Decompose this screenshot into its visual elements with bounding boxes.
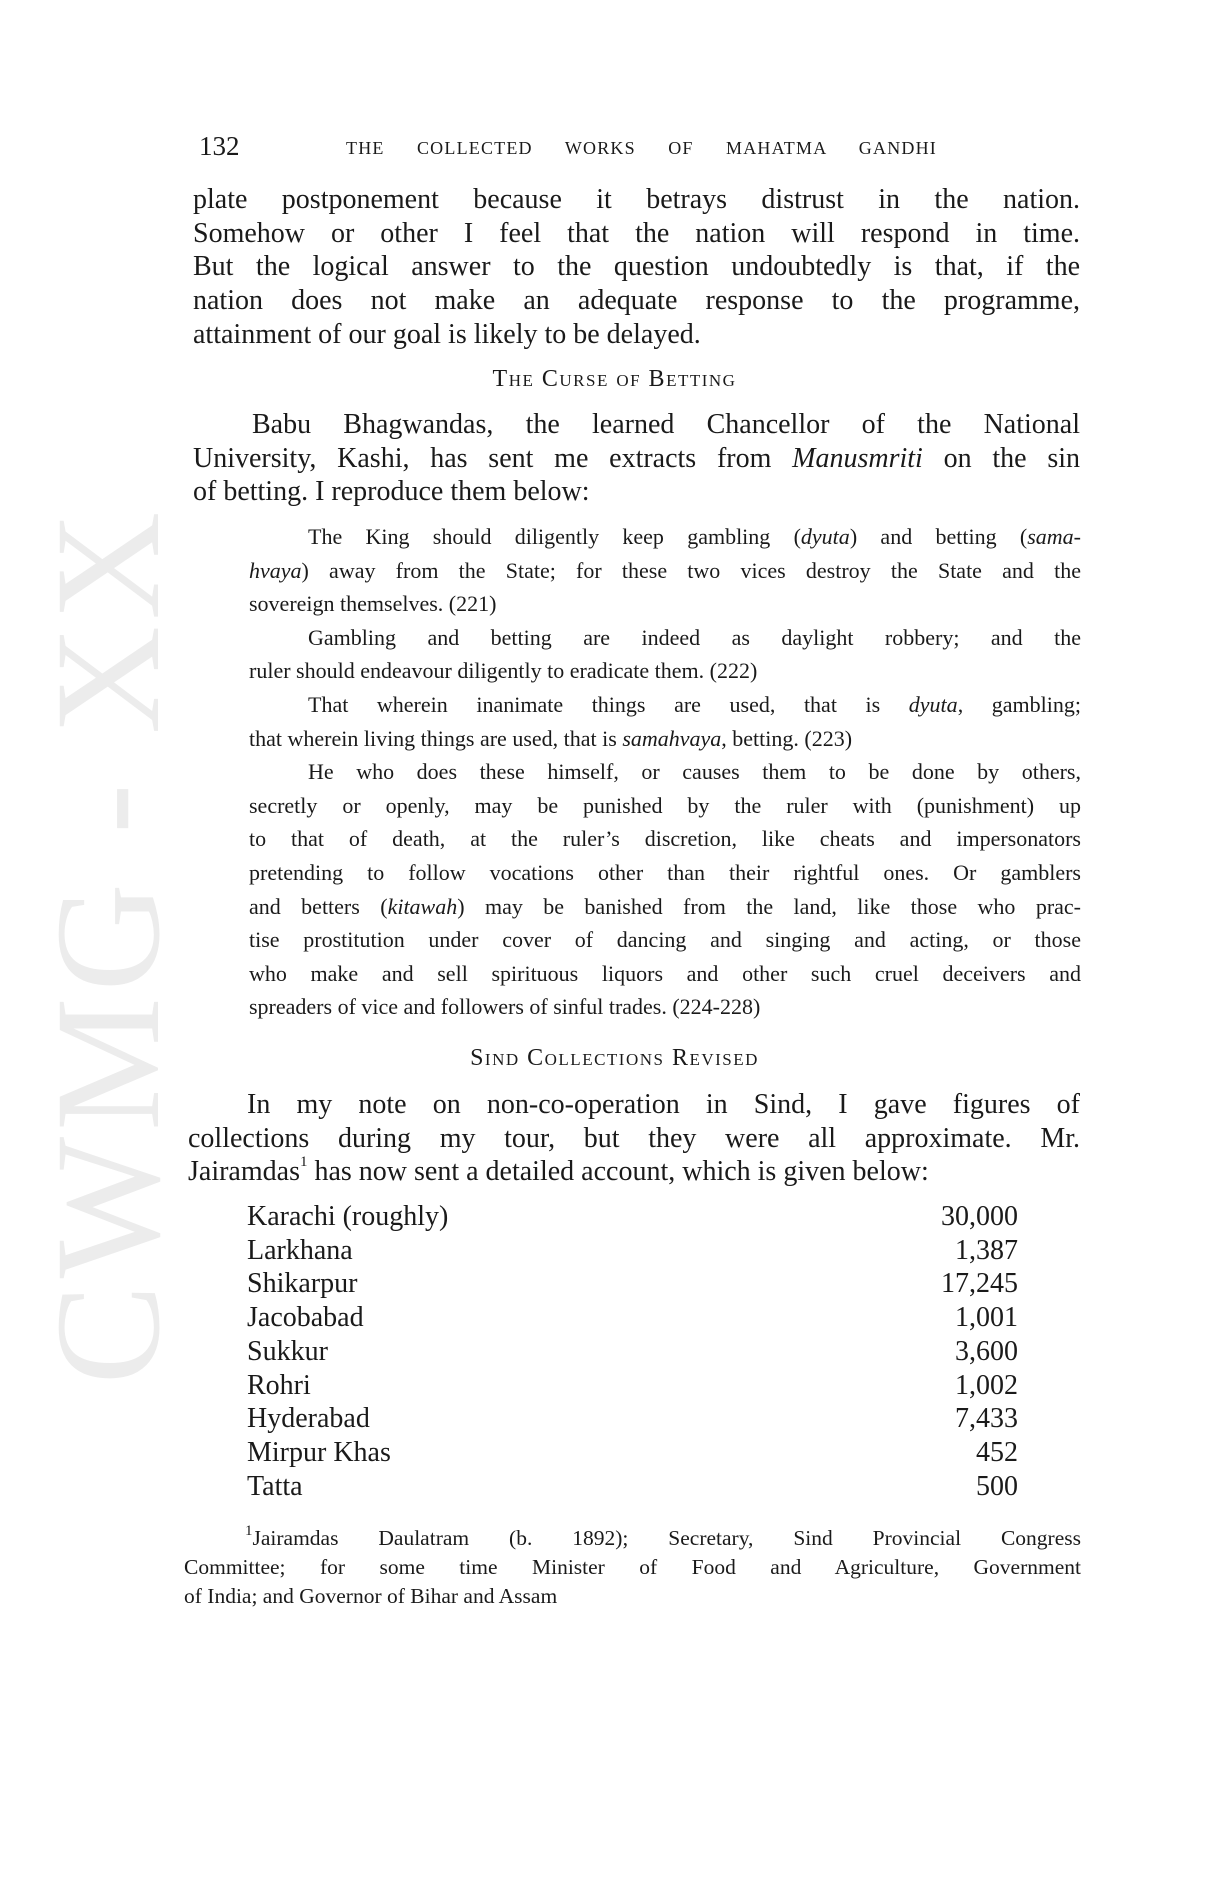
- place-name: Shikarpur: [247, 1268, 358, 1300]
- text-run: ruler should endeavour diligently to eradicate them. (222): [249, 658, 758, 684]
- place-name: Jacobabad: [247, 1302, 364, 1334]
- paragraph-intro-line: [193, 217, 1080, 251]
- table-row: [247, 1335, 1018, 1369]
- paragraph-intro-line: [193, 183, 1080, 217]
- text-run: has now sent a detailed account, which is given below:: [307, 1156, 929, 1188]
- paragraph-sind-line: [188, 1122, 1080, 1156]
- text-run: attainment of our goal is likely to be delayed.: [193, 318, 701, 350]
- place-name: Rohri: [247, 1369, 311, 1401]
- amount: 1,387: [955, 1234, 1018, 1266]
- text-run: Jairamdas: [188, 1156, 300, 1188]
- amount: 1,002: [955, 1369, 1018, 1401]
- footnote: [184, 1524, 1081, 1611]
- text-run: ) away from the State; for these two vices destroy the State and the: [301, 557, 1081, 583]
- text-run: That wherein inanimate things are used, that is: [308, 691, 909, 717]
- italic-term: sama-: [1027, 524, 1081, 549]
- italic-term: dyuta: [908, 691, 958, 717]
- quote-verse: [249, 520, 1081, 621]
- text-run: plate postponement because it betrays distrust in the nation.: [193, 184, 1080, 215]
- manusmriti-quotation: [249, 520, 1081, 1024]
- quote-verse: [249, 621, 1081, 688]
- table-row: [247, 1470, 1018, 1504]
- running-title: THE COLLECTED WORKS OF MAHATMA GANDHI: [346, 138, 937, 158]
- footnote-line: [184, 1553, 1081, 1582]
- text-run: But the logical answer to the question undoubtedly is that, if the: [193, 251, 1080, 283]
- text-run: nation does not make an adequate response to the programme,: [193, 285, 1080, 317]
- quote-verse: [249, 688, 1081, 755]
- table-row: [247, 1369, 1018, 1403]
- quote-line: [249, 688, 1081, 722]
- italic-term: hvaya: [249, 557, 302, 583]
- amount: 500: [976, 1470, 1018, 1502]
- place-name: Tatta: [247, 1470, 303, 1502]
- text-run: Committee; for some time Minister of Food and Agriculture, Government: [184, 1555, 1081, 1579]
- text-run: who make and sell spirituous liquors and other such cruel deceivers and: [249, 960, 1081, 986]
- paragraph-intro-line: [193, 284, 1080, 318]
- amount: 17,245: [941, 1268, 1018, 1300]
- text-run: secretly or openly, may be punished by the ruler with (punishment) up: [249, 792, 1081, 818]
- quote-line: [249, 957, 1081, 991]
- table-row: [247, 1267, 1018, 1301]
- text-run: to that of death, at the ruler’s discretion, like cheats and impersonators: [249, 826, 1081, 852]
- amount: 30,000: [941, 1201, 1018, 1232]
- text-run: The King should diligently keep gambling (: [308, 524, 801, 549]
- text-run: In my note on non-co-operation in Sind, I gave figures of: [247, 1089, 1080, 1120]
- quote-line: [249, 755, 1081, 789]
- text-run: collections during my tour, but they were all approximate. Mr.: [188, 1122, 1080, 1154]
- quote-line: [249, 923, 1081, 957]
- paragraph-sind-line: [188, 1155, 1080, 1189]
- italic-term: Manusmriti: [792, 442, 923, 474]
- quote-line: [249, 520, 1081, 554]
- text-run: and betters (: [249, 893, 388, 919]
- paragraph-sind: [188, 1088, 1080, 1189]
- place-name: Karachi (roughly): [247, 1201, 449, 1232]
- quote-line: [249, 621, 1081, 655]
- text-run: University, Kashi, has sent me extracts from: [193, 442, 793, 474]
- quote-line: [249, 990, 1081, 1024]
- footnote-line: [184, 1582, 1081, 1611]
- text-run: of India; and Governor of Bihar and Assam: [184, 1584, 558, 1608]
- watermark: CWMG - XX: [25, 505, 191, 1385]
- quote-line: [249, 554, 1081, 588]
- amount: 452: [976, 1436, 1018, 1468]
- text-run: , betting. (223): [721, 725, 853, 751]
- text-run: Gambling and betting are indeed as daylight robbery; and the: [308, 624, 1081, 650]
- section-heading-betting: The Curse of Betting: [492, 366, 737, 392]
- text-run: spreaders of vice and followers of sinful trades. (224-228): [249, 994, 761, 1020]
- paragraph-intro-line: [193, 318, 1080, 352]
- quote-line: [249, 822, 1081, 856]
- place-name: Sukkur: [247, 1335, 328, 1367]
- text-run: of betting. I reproduce them below:: [193, 476, 590, 508]
- quote-line: [249, 722, 1081, 756]
- text-run: Babu Bhagwandas, the learned Chancellor of the National: [252, 409, 1080, 440]
- footnote-line: [184, 1524, 1081, 1553]
- text-run: Somehow or other I feel that the nation will respond in time.: [193, 217, 1080, 249]
- paragraph-betting-line: [193, 442, 1080, 476]
- text-run: ) and betting (: [849, 524, 1028, 549]
- italic-term: dyuta: [800, 524, 850, 549]
- quote-line: [249, 856, 1081, 890]
- place-name: Mirpur Khas: [247, 1436, 391, 1468]
- table-row: [247, 1200, 1018, 1234]
- quote-line: [249, 890, 1081, 924]
- amount: 1,001: [955, 1302, 1018, 1334]
- text-run: that wherein living things are used, that is: [249, 725, 623, 751]
- paragraph-betting-line: [193, 408, 1080, 442]
- amount: 7,433: [955, 1403, 1018, 1435]
- italic-term: kitawah: [387, 893, 458, 919]
- paragraph-intro: [193, 183, 1080, 351]
- text-run: He who does these himself, or causes them to be done by others,: [308, 759, 1081, 785]
- text-run: sovereign themselves. (221): [249, 591, 497, 617]
- text-run: ) may be banished from the land, like those who prac-: [457, 893, 1082, 919]
- quote-line: [249, 587, 1081, 621]
- quote-verse: [249, 755, 1081, 1024]
- amount: 3,600: [955, 1335, 1018, 1367]
- table-row: [247, 1436, 1018, 1470]
- quote-line: [249, 654, 1081, 688]
- place-name: Hyderabad: [247, 1403, 370, 1435]
- footnote-marker: 1: [299, 1154, 308, 1171]
- paragraph-betting-line: [193, 475, 1080, 509]
- page-number: 132: [199, 131, 240, 161]
- quote-line: [249, 789, 1081, 823]
- paragraph-sind-line: [188, 1088, 1080, 1122]
- paragraph-betting: [193, 408, 1080, 509]
- italic-term: samahvaya: [622, 725, 722, 751]
- footnote-marker: 1: [245, 1523, 253, 1539]
- table-row: [247, 1402, 1018, 1436]
- text-run: Jairamdas Daulatram (b. 1892); Secretary, Sind Provincial Congress: [252, 1526, 1081, 1550]
- text-run: tise prostitution under cover of dancing and singing and acting, or those: [249, 927, 1081, 953]
- text-run: on the sin: [922, 442, 1080, 474]
- text-run: pretending to follow vocations other than their rightful ones. Or gamblers: [249, 859, 1081, 885]
- text-run: , gambling;: [957, 691, 1081, 717]
- place-name: Larkhana: [247, 1234, 353, 1266]
- paragraph-intro-line: [193, 250, 1080, 284]
- section-heading-sind: Sind Collections Revised: [470, 1045, 759, 1071]
- table-row: [247, 1301, 1018, 1335]
- table-row: [247, 1234, 1018, 1268]
